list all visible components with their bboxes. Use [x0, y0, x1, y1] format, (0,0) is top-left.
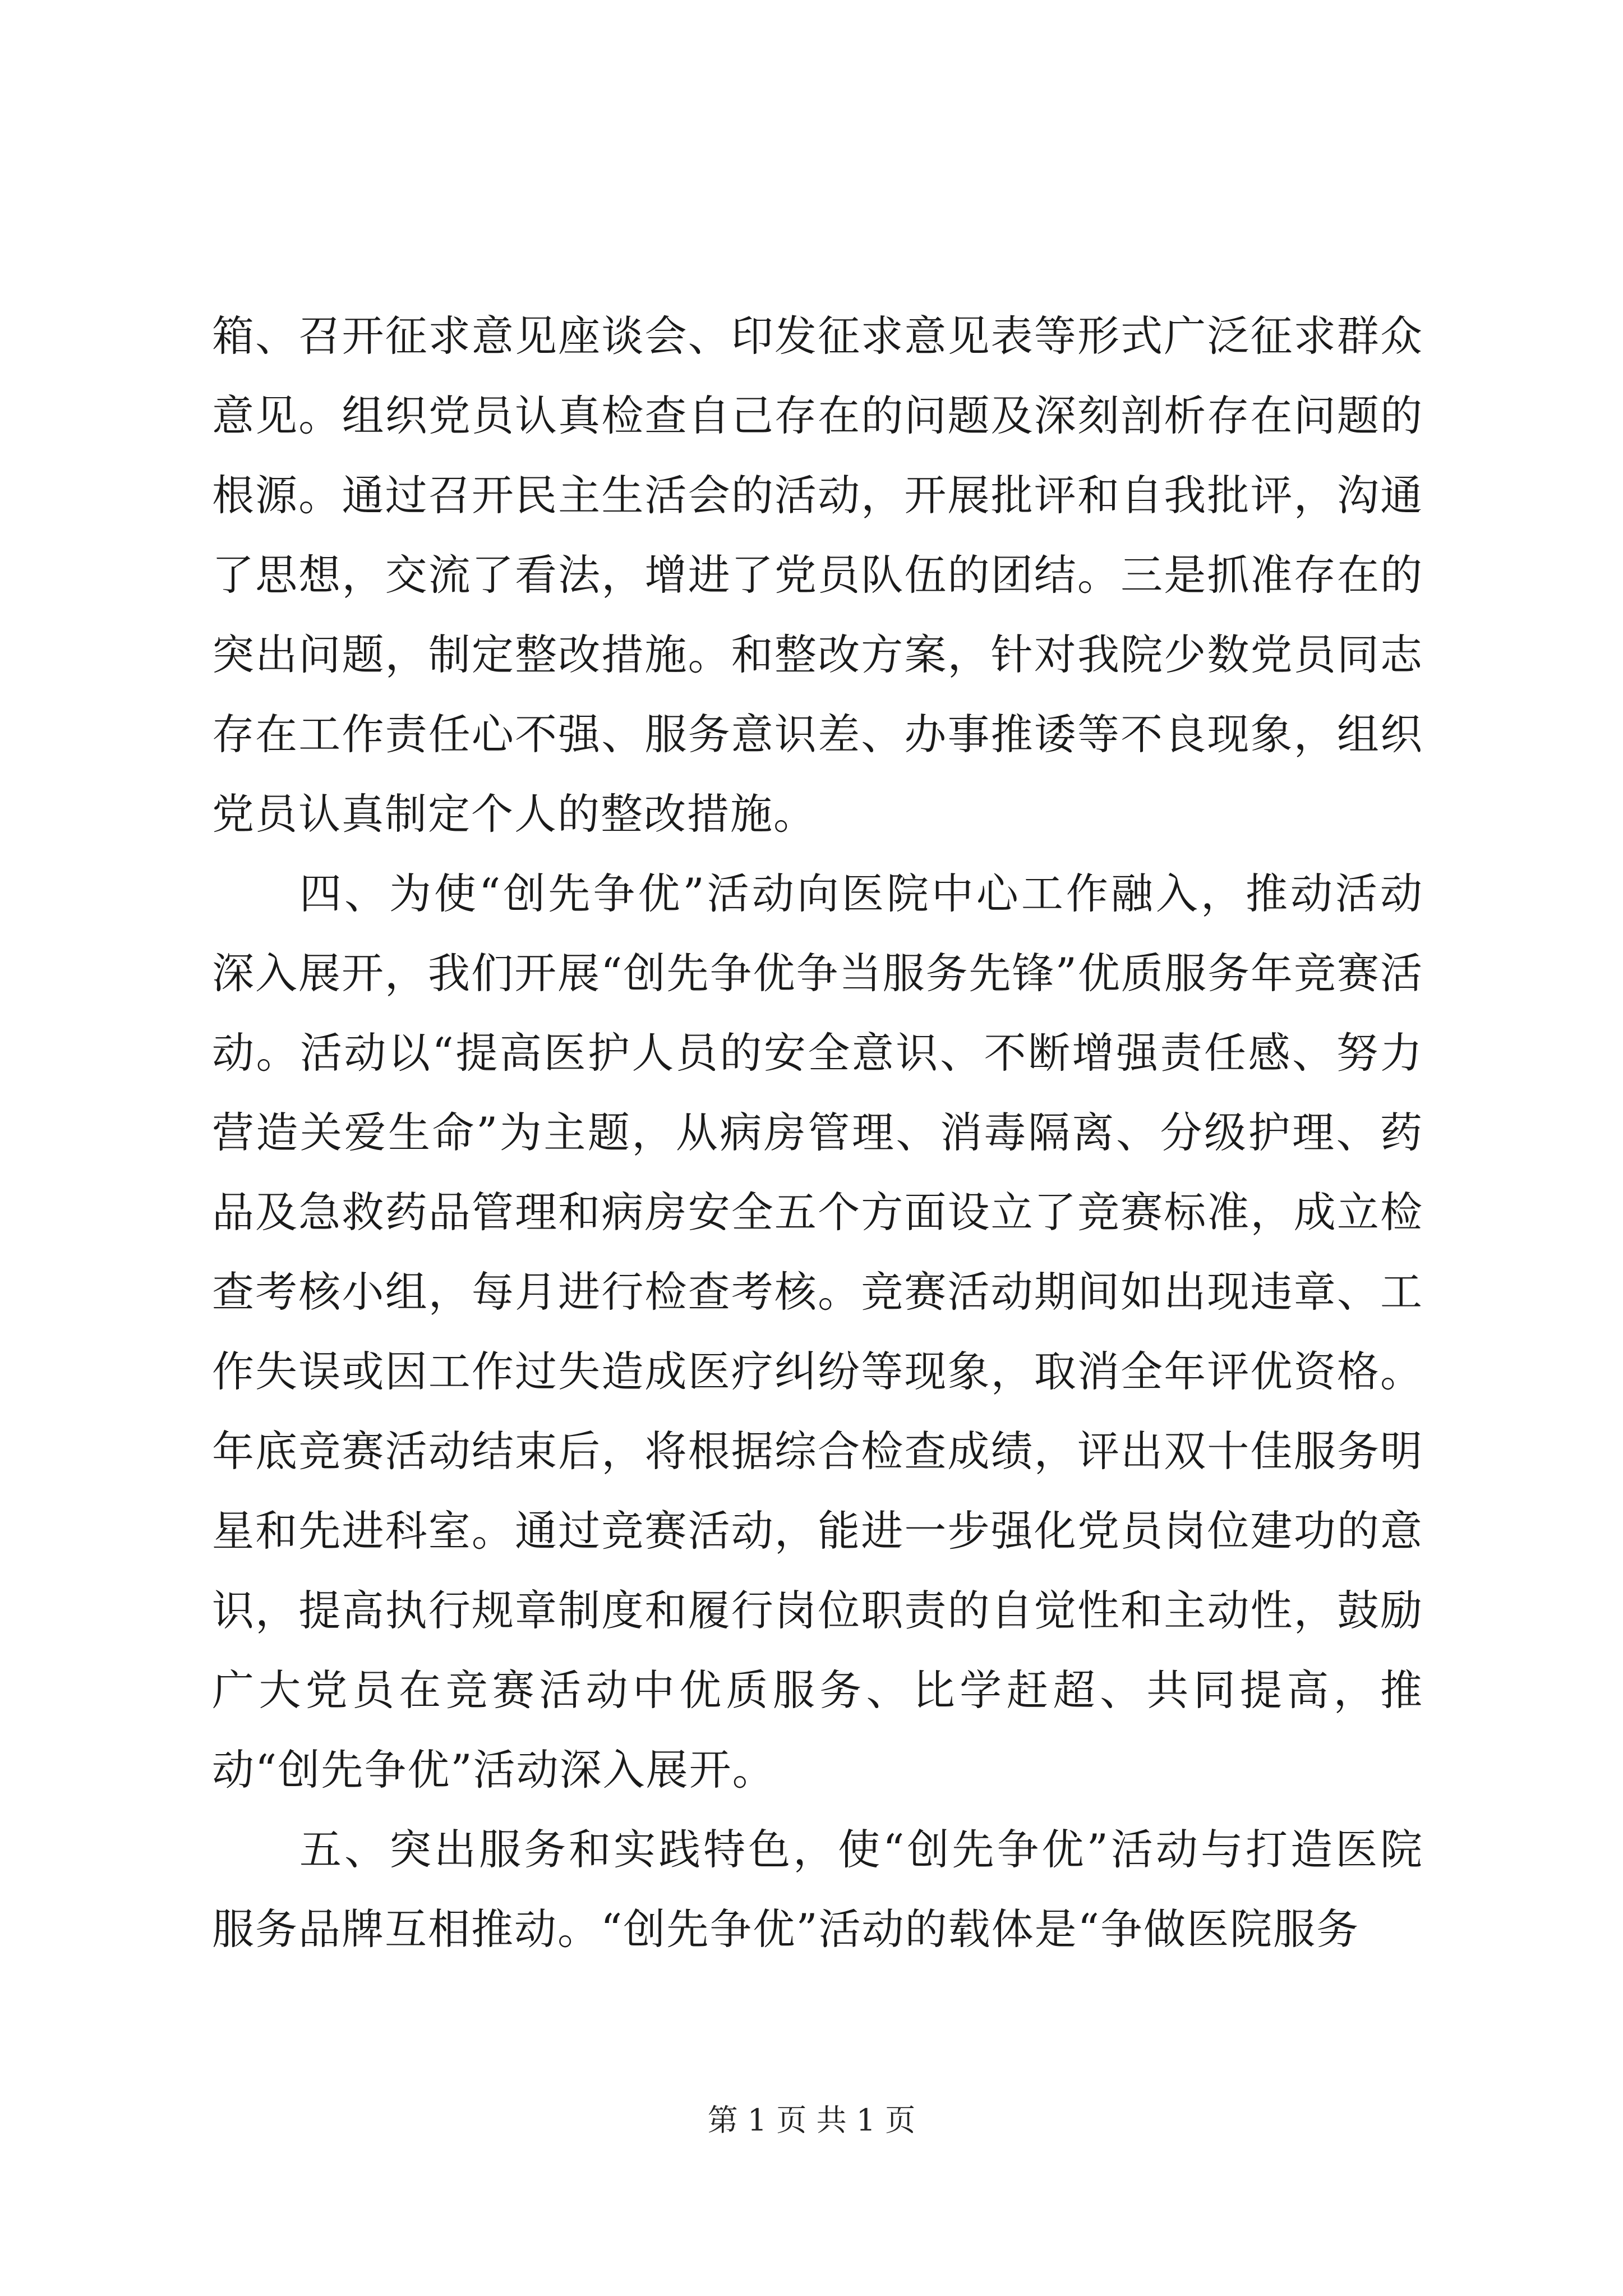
page-footer: 第 1 页 共 1 页 [707, 2102, 916, 2138]
document-body [212, 296, 1423, 1969]
paragraph-3: 五、突出服务和实践特色，使“创先争优”活动与打造医院服务品牌互相推动。“创先争优”活动的载体是“争做医院服务 [212, 1825, 1423, 1954]
paragraph-2: 四、为使“创先争优”活动向医院中心工作融入，推动活动深入展开，我们开展“创先争优争当服务先锋”优质服务年竞赛活动。活动以“提高医护人员的安全意识、不断增强责任感、努力营造关爱生命”为主题，从病房管理、消毒隔离、分级护理、药品及急救药品管理和病房安全五个方面设立了竞赛标准，成立检查考核小组，每月进行检查考核。竞赛活动期间如出现违章、工作失误或因工作过失造成医疗纠纷等现象，取消全年评优资格。年底竞赛活动结束后，将根据综合检查成绩，评出双十佳服务明星和先进科室。通过竞赛活动，能进一步强化党员岗位建功的意识，提高执行规章制度和履行岗位职责的自觉性和主动性，鼓励广大党员在竞赛活动中优质服务、比学赶超、共同提高，推动“创先争优”活动深入展开。 [212, 869, 1423, 1795]
paragraph-1: 箱、召开征求意见座谈会、印发征求意见表等形式广泛征求群众意见。组织党员认真检查自己存在的问题及深刻剖析存在问题的根源。通过召开民主生活会的活动，开展批评和自我批评，沟通了思想，交流了看法，增进了党员队伍的团结。三是抓准存在的突出问题，制定整改措施。和整改方案，针对我院少数党员同志存在工作责任心不强、服务意识差、办事推诿等不良现象，组织党员认真制定个人的整改措施。 [212, 311, 1423, 839]
